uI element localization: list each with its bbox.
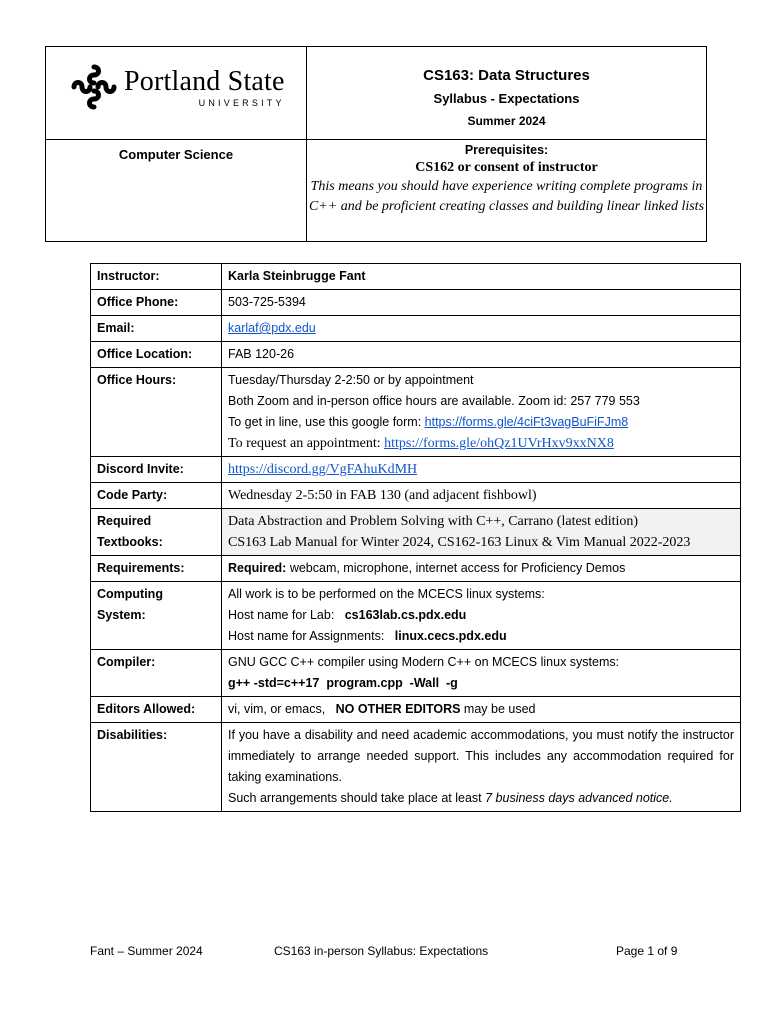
- hours-line-2: Both Zoom and in-person office hours are available. Zoom id: 257 779 553: [228, 394, 640, 408]
- textbooks-label-line-2: Textbooks:: [97, 535, 163, 549]
- computing-label: [91, 582, 222, 650]
- queue-form-text: To get in line, use this google form:: [228, 415, 425, 429]
- row-disabilities: [91, 723, 741, 812]
- row-location: [91, 342, 741, 368]
- term: Summer 2024: [467, 114, 546, 128]
- disabilities-label: Disabilities:: [91, 723, 222, 812]
- editors-label: Editors Allowed:: [91, 697, 222, 723]
- assignment-host: linux.cecs.pdx.edu: [394, 629, 507, 643]
- row-computing: [91, 582, 741, 650]
- row-requirements: [91, 556, 741, 582]
- editors-tail: may be used: [460, 702, 536, 716]
- discord-cell: [222, 457, 741, 483]
- psu-logo-icon: [70, 63, 118, 111]
- textbook-1: Data Abstraction and Problem Solving with C++, Carrano (latest edition): [228, 514, 639, 529]
- disabilities-notice-italic: 7 business days advanced notice.: [485, 791, 673, 805]
- compiler-line-1: GNU GCC C++ compiler using Modern C++ on MCECS linux systems:: [228, 655, 620, 669]
- department: Computer Science: [46, 140, 307, 242]
- prereq-label: Prerequisites:: [464, 143, 549, 157]
- compiler-command: g++ -std=c++17 program.cpp -Wall -g: [228, 676, 458, 690]
- row-code-party: [91, 483, 741, 509]
- footer-center: CS163 in-person Syllabus: Expectations: [274, 944, 489, 958]
- requirements-cell: [222, 556, 741, 582]
- disabilities-line-2: [228, 788, 734, 809]
- course-info-table: [90, 263, 741, 812]
- hours-line-4: [228, 433, 734, 454]
- editors-bold: NO OTHER EDITORS: [335, 702, 461, 716]
- disabilities-paragraph: If you have a disability and need academic accommodations, you must notify the instructor immediately to arrange needed support. This includes any accommodation required for taking examinations.: [228, 728, 734, 784]
- phone-value: 503-725-5394: [222, 290, 741, 316]
- code-party-label: Code Party:: [91, 483, 222, 509]
- computing-label-line-2: System:: [97, 608, 146, 622]
- email-label: Email:: [91, 316, 222, 342]
- prereq-main: CS162 or consent of instructor: [415, 160, 598, 175]
- row-discord: [91, 457, 741, 483]
- code-party-value: Wednesday 2-5:50 in FAB 130 (and adjacent fishbowl): [222, 483, 741, 509]
- editors-cell: [222, 697, 741, 723]
- email-link[interactable]: karlaf@pdx.edu: [228, 321, 316, 335]
- prerequisites-cell: [307, 140, 707, 242]
- footer-left: Fant – Summer 2024: [90, 944, 203, 958]
- compiler-label: Compiler:: [91, 650, 222, 697]
- instructor-label: Instructor:: [91, 264, 222, 290]
- computing-line-1: All work is to be performed on the MCECS linux systems:: [228, 587, 545, 601]
- computing-line-2: [228, 605, 734, 626]
- hours-label: Office Hours:: [91, 368, 222, 457]
- location-value: FAB 120-26: [222, 342, 741, 368]
- university-subtitle: UNIVERSITY: [198, 97, 285, 108]
- requirements-label: Requirements:: [91, 556, 222, 582]
- row-phone: [91, 290, 741, 316]
- textbook-2: CS163 Lab Manual for Winter 2024, CS162-163 Linux & Vim Manual 2022-2023: [228, 535, 691, 550]
- course-title: CS163: Data Structures: [423, 67, 590, 84]
- disabilities-cell: [222, 723, 741, 812]
- psu-logo: [70, 63, 285, 111]
- footer-right: Page 1 of 9: [616, 944, 678, 958]
- computing-label-line-1: Computing: [97, 587, 163, 601]
- lab-host-text: Host name for Lab:: [228, 608, 345, 622]
- phone-label: Office Phone:: [91, 290, 222, 316]
- editors-text: vi, vim, or emacs,: [228, 702, 336, 716]
- row-email: [91, 316, 741, 342]
- assignment-host-text: Host name for Assignments:: [228, 629, 395, 643]
- computing-line-3: [228, 626, 734, 647]
- textbooks-cell: [222, 509, 741, 556]
- email-cell: [222, 316, 741, 342]
- prereq-note: This means you should have experience writing complete programs in C++ and be proficient creating classes and building linear linked lists: [308, 179, 705, 214]
- syllabus-subtitle: Syllabus - Expectations: [433, 91, 580, 106]
- row-editors: [91, 697, 741, 723]
- title-cell: [307, 47, 707, 140]
- requirements-value: webcam, microphone, internet access for Proficiency Demos: [286, 561, 626, 575]
- row-instructor: [91, 264, 741, 290]
- discord-link[interactable]: https://discord.gg/VgFAhuKdMH: [228, 462, 418, 477]
- computing-cell: [222, 582, 741, 650]
- appointment-form-text: To request an appointment:: [228, 436, 385, 451]
- discord-label: Discord Invite:: [91, 457, 222, 483]
- appointment-form-link[interactable]: https://forms.gle/ohQz1UVrHxv9xxNX8: [384, 436, 614, 451]
- location-label: Office Location:: [91, 342, 222, 368]
- logo-cell: [46, 47, 307, 140]
- syllabus-header: [45, 46, 707, 242]
- disabilities-notice-text: Such arrangements should take place at least: [228, 791, 486, 805]
- row-compiler: [91, 650, 741, 697]
- hours-cell: [222, 368, 741, 457]
- textbooks-label: [91, 509, 222, 556]
- row-hours: [91, 368, 741, 457]
- compiler-cell: [222, 650, 741, 697]
- textbooks-label-line-1: Required: [97, 514, 152, 528]
- instructor-value: Karla Steinbrugge Fant: [222, 264, 741, 290]
- university-name: Portland State: [124, 65, 285, 97]
- row-textbooks: [91, 509, 741, 556]
- queue-form-link[interactable]: https://forms.gle/4ciFt3vagBuFiFJm8: [424, 415, 629, 429]
- hours-line-3: [228, 412, 734, 433]
- lab-host: cs163lab.cs.pdx.edu: [344, 608, 467, 622]
- requirements-bold: Required:: [228, 561, 287, 575]
- hours-line-1: Tuesday/Thursday 2-2:50 or by appointment: [228, 373, 474, 387]
